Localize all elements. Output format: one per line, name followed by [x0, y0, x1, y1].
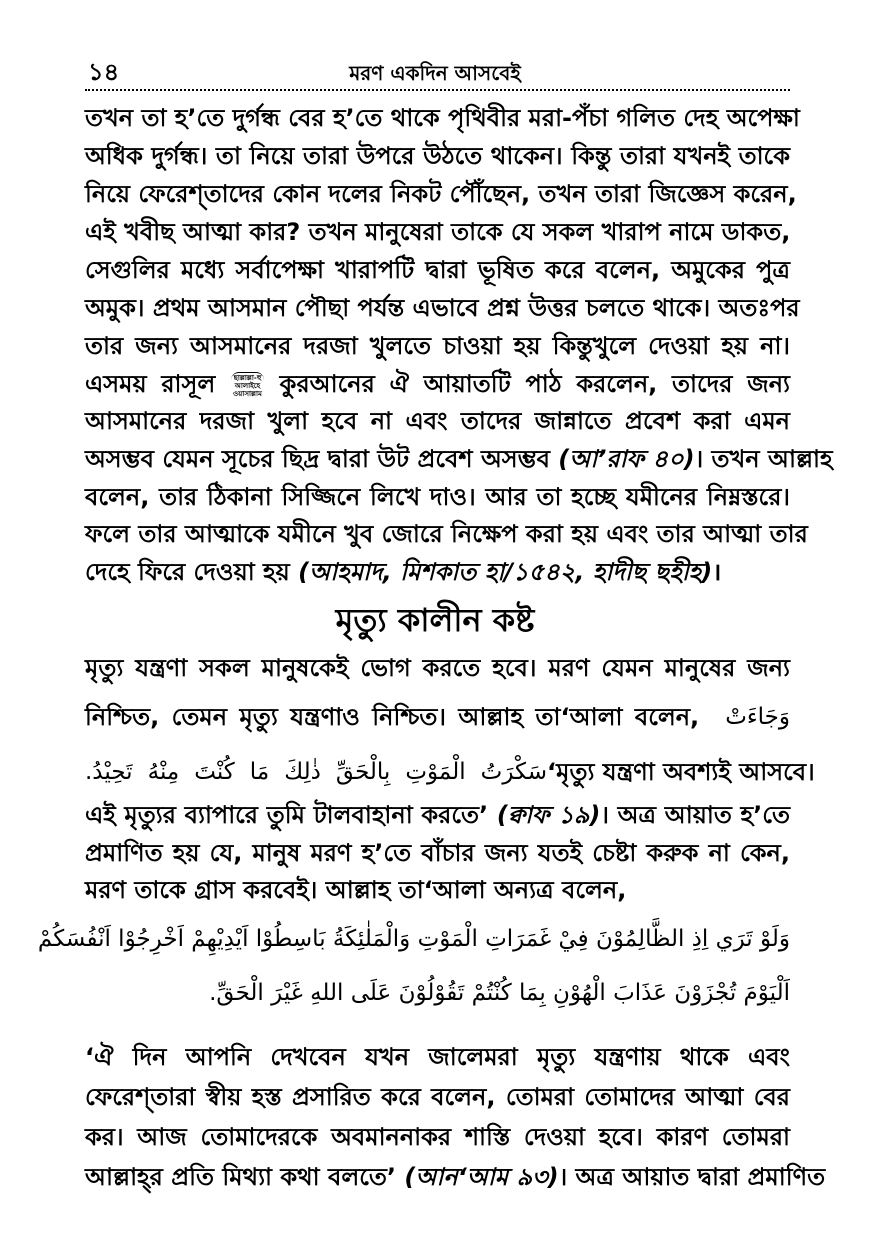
text-segment: দেহে ফিরে দেওয়া হয়: [85, 558, 290, 586]
text-line: [85, 695, 790, 739]
citation: (আ’রাফ ৪০): [558, 445, 695, 473]
text-line: সেগুলির মধ্যে সর্বাপেক্ষা খারাপটি দ্বারা ভূষিত করে বলেন, অমুকের পুত্র: [85, 256, 790, 284]
text-segment: । অত্র আয়াত হ’তে: [600, 801, 791, 829]
text-line: [85, 553, 790, 591]
translation-segment: ‘মৃত্যু যন্ত্রণা অবশ্যই আসবে।: [547, 758, 815, 786]
citation: (আহমাদ, মিশকাত হা/১৫৪২, হাদীছ ছহীহ): [298, 558, 713, 586]
arabic-verse: سَكْرَتُ الْمَوْتِ بِالْحَقِّ ذٰلِكَ مَا كُنْتَ مِنْهُ تَحِيْدُ.: [85, 759, 547, 785]
text-line: [85, 365, 790, 403]
honorific-seal: [231, 372, 264, 398]
text-segment: । তখন আল্লাহ: [694, 445, 833, 473]
honorific-line: ওয়াসাল্লাম: [233, 390, 262, 398]
honorific-line: আলাইহে: [234, 382, 261, 390]
header-dotted-divider: [85, 89, 790, 91]
text-line: প্রমাণিত হয় যে, মানুষ মরণ হ’তে বাঁচার জন্য যতই চেষ্টা করুক না কেন,: [85, 839, 790, 867]
text-line: মৃত্যু যন্ত্রণা সকল মানুষকেই ভোগ করতে হবে। মরণ যেমন মানুষের জন্য: [85, 654, 790, 682]
citation: (আন‘আম ৯৩): [404, 1163, 559, 1191]
text-line: ‘ঐ দিন আপনি দেখবেন যখন জালেমরা মৃত্যু যন্ত্রণায় থাকে এবং: [85, 1043, 790, 1071]
text-segment: এসময় রাসূল: [85, 370, 216, 398]
text-line: ফেরেশ্‌তারা স্বীয় হস্ত প্রসারিত করে বলেন, তোমরা তোমাদের আত্মা বের: [85, 1083, 790, 1111]
citation: (ক্বাফ ১৯): [496, 801, 601, 829]
running-title: মরণ একদিন আসবেই: [349, 61, 521, 85]
text-line: ফলে তার আত্মাকে যমীনে খুব জোরে নিক্ষেপ করা হয় এবং তার আত্মা তার: [85, 520, 808, 548]
section-heading: মৃত্যু কালীন কষ্ট: [335, 601, 535, 639]
text-line: অমুক। প্রথম আসমান পৌছা পর্যন্ত এভাবে প্রশ্ন উত্তর চলতে থাকে। অতঃপর: [85, 294, 800, 322]
text-line: তখন তা হ’তে দুর্গন্ধ বের হ’তে থাকে পৃথিবীর মরা-পঁচা গলিত দেহ অপেক্ষা: [85, 104, 800, 132]
text-line: [85, 440, 833, 478]
honorific-line: ছাল্লাল্লা-হু: [233, 374, 262, 382]
text-line: [85, 750, 815, 794]
page-number: ১৪: [88, 58, 120, 86]
text-line: বলেন, তার ঠিকানা সিজ্জিনে লিখে দাও। আর তা হচ্ছে যমীনের নিম্নস্তরে।: [85, 483, 790, 511]
text-line: কর। আজ তোমাদেরকে অবমাননাকর শাস্তি দেওয়া হবে। কারণ তোমরা: [85, 1123, 790, 1151]
text-segment: এই মৃত্যুর ব্যাপারে তুমি টালবাহানা করতে’: [85, 801, 489, 829]
text-line: মরণ তাকে গ্রাস করবেই। আল্লাহ তা‘আলা অন্যত্র বলেন,: [85, 876, 627, 904]
text-line: অধিক দুর্গন্ধ। তা নিয়ে তারা উপরে উঠতে থাকেন। কিন্তু তারা যখনই তাকে: [85, 142, 790, 170]
text-line: [85, 1158, 826, 1196]
text-line: এই খবীছ আত্মা কার? তখন মানুষেরা তাকে যে সকল খারাপ নামে ডাকত,: [85, 218, 791, 246]
text-line: আসমানের দরজা খুলা হবে না এবং তাদের জান্নাতে প্রবেশ করা এমন: [85, 407, 790, 435]
text-line: [85, 796, 790, 834]
arabic-verse-line: وَلَوْ تَرَي اِذِ الظَّالِمُوْنَ فِيْ غَمَرَاتِ الْمَوْتِ وَالْمَلٰئِكَةُ بَاسِطُوْا اَيْدِيْهِمْ اَخْرِجُوْا اَنْفُسَكُمْ: [37, 926, 790, 952]
text-segment: ।: [712, 558, 722, 586]
text-segment: কুরআনের ঐ আয়াতটি পাঠ করলেন, তাদের জন্য: [279, 370, 791, 398]
text-segment: । অত্র আয়াত দ্বারা প্রমাণিত: [558, 1163, 826, 1191]
text-line: তার জন্য আসমানের দরজা খুলতে চাওয়া হয় কিন্তুখুলে দেওয়া হয় না।: [85, 332, 790, 360]
arabic-verse-start: وَجَاءَتْ: [725, 704, 790, 730]
text-line: নিয়ে ফেরেশ্‌তাদের কোন দলের নিকট পৌঁছেন, তখন তারা জিজ্ঞেস করেন,: [85, 180, 797, 208]
arabic-verse-line: اَلْيَوْمَ تُجْزَوْنَ عَذَابَ الْهُوْنِ بِمَا كُنْتُمْ تَقُوْلُوْنَ عَلَى اللهِ غَيْرَ الْحَقِّ.: [209, 980, 790, 1006]
text-segment: নিশ্চিত, তেমন মৃত্যু যন্ত্রণাও নিশ্চিত। আল্লাহ তা‘আলা বলেন,: [85, 703, 700, 731]
text-segment: আল্লাহ্‌র প্রতি মিথ্যা কথা বলতে’: [85, 1163, 397, 1191]
text-segment: অসম্ভব যেমন সূচের ছিদ্র দ্বারা উট প্রবেশ অসম্ভব: [85, 445, 550, 473]
